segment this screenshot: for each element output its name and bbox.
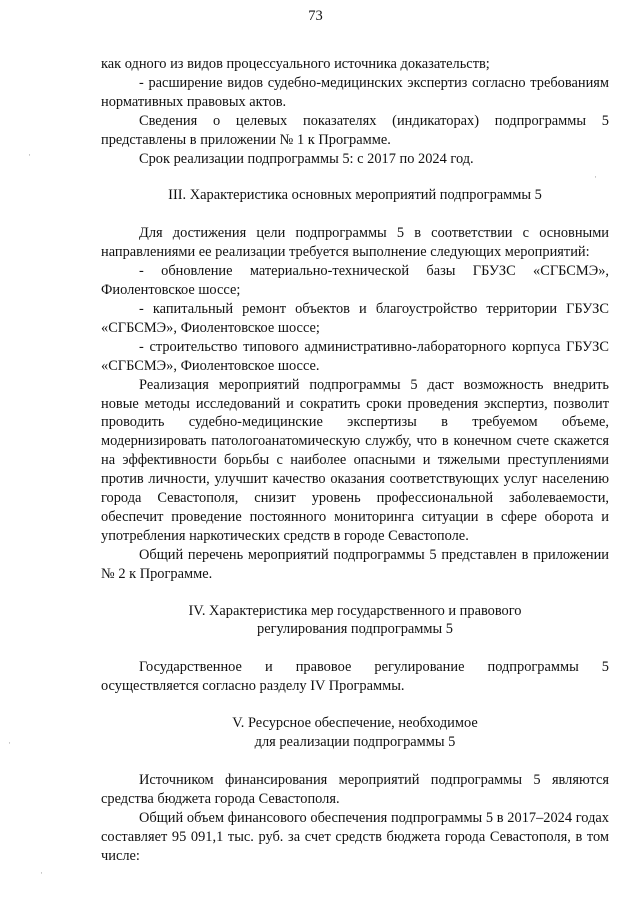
bullet-item: - капитальный ремонт объектов и благоустройство территории ГБУЗС «СГБСМЭ», Фиолентовское шоссе; (101, 300, 609, 336)
document-body (101, 55, 609, 866)
bullet-item: - расширение видов судебно-медицинских экспертиз согласно требованиям нормативных правовых актов. (101, 74, 609, 110)
paragraph: Сведения о целевых показателях (индикаторах) подпрограммы 5 представлены в приложении № 1 к Программе. (101, 112, 609, 148)
scan-speck: · (8, 738, 11, 748)
paragraph: Источником финансирования мероприятий подпрограммы 5 являются средства бюджета города Севастополя. (101, 772, 609, 807)
section-heading-5-line2: для реализации подпрограммы 5 (254, 734, 456, 751)
bullet-item: - обновление материально-технической базы ГБУЗС «СГБСМЭ», Фиолентовское шоссе; (101, 263, 609, 299)
scan-speck: · (594, 172, 597, 182)
paragraph: Общий перечень мероприятий подпрограммы 5 представлен в приложении № 2 к Программе. (101, 546, 609, 582)
paragraph: Государственное и правовое регулирование подпрограммы 5 осуществляется согласно разделу IV Программы. (101, 659, 609, 695)
bullet-item: - строительство типового административно-лабораторного корпуса ГБУЗС «СГБСМЭ», Фиолентовское шоссе. (101, 338, 609, 374)
paragraph: Для достижения цели подпрограммы 5 в соответствии с основными направлениями ее реализации требуется выполнение следующих мероприятий: (101, 225, 609, 261)
section-heading-4-line1: IV. Характеристика мер государственного и правового (188, 602, 522, 619)
section-heading-3: III. Характеристика основных мероприятий подпрограммы 5 (168, 187, 542, 204)
paragraph: как одного из видов процессуального источника доказательств; (101, 56, 490, 72)
page-number: 73 (308, 8, 323, 24)
paragraph: Общий объем финансового обеспечения подпрограммы 5 в 2017–2024 годах составляет 95 091,1 тыс. руб. за счет средств бюджета города Севастополя, в том числе: (101, 809, 609, 864)
section-heading-5-line1: V. Ресурсное обеспечение, необходимое (232, 715, 478, 732)
scan-speck: · (40, 868, 43, 878)
section-heading-4-line2: регулирования подпрограммы 5 (257, 621, 453, 638)
paragraph: Реализация мероприятий подпрограммы 5 даст возможность внедрить новые методы исследований и сократить сроки проведения экспертиз, позволит проводить судебно-медицинские экспертизы в требуемом объеме, модернизировать патологоанатомическую службу, что в конечном счете скажется на эффективности борьбы с наиболее опасными и тяжелыми преступлениями против личности, улучшит качество оказания соответствующих услуг населению города Севастополя, снизит уровень профессиональной заболеваемости, обеспечит проведение постоянного мониторинга ситуации в сфере оборота и употребления наркотических средств в городе Севастополе. (101, 376, 609, 544)
scan-speck: · (28, 150, 31, 160)
paragraph: Срок реализации подпрограммы 5: с 2017 по 2024 год. (139, 150, 474, 167)
